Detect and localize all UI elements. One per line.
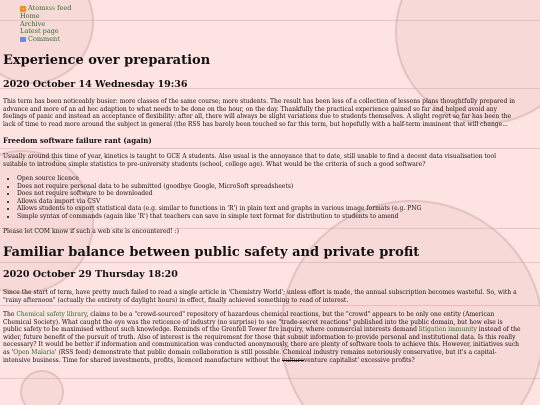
article-2-title-wrap: [3, 245, 521, 260]
article-1-para1-wrap: [3, 98, 521, 128]
article-1-para-1: This term has been noticeably busier: more classes of the same course; more students. The result has been less of a collection of lessons plans thoughtfully prepared in advance and more of an ad hoc adaption to what needs to be done on the hour, on the day. Thankfully the practical experience gained so far and helped avoid any feelings of panic and instead an acceptance of flexibility: after all, there will always be slight variations due to students themselves. A slight regret so far has been the lack of time to read more around the subject in general (the RSS has barely been touched so far this term, but hopefully with a half-term imminent that will change...: [3, 98, 516, 128]
article-1-para-2: Usually around this time of year, kinetics is taught to GCE A students. Also usual is the annoyance that to date, still unable to find a decent data visualisation tool suitable to introduce simple statistics to pre-university students (school, college age). What would be the criteria of such a good software?: [3, 153, 497, 168]
article-2-para-2: The Chemical safety library, claims to be a "crowd-sourced" repository of hazardous chemical reactions, but the "crowd" appears to be only one entity (American Chemical Society). What caught the eye was the reticence of industry (no surprise) to see "trade-secret reactions" published into the public domain, but how else is public safety to be maximised without such knowledge. Reminds of the Grenfell Tower fire inquiry, where commercial interests demand litigation immunity instead of the wider, future benefit of the pursuit of truth. Also of interest is the requirement for those that submit information to provide personal and institutional data. Is this really necessary? It would be better if information and communication was conducted anonymously, there are plenty of software tools to achieve this. However, initiatives such as 'Open Malaria' (RSS feed) demonstrate that public domain collaboration is still possible. Chemical industry remains notoriously conservative, but it's a capital-intensive business. Time for shared investments, profits, licenced manufacture without the vultureventure capitalist' excessive profits?: [3, 311, 521, 364]
article-2-date: 2020 October 29 Thursday 18:20: [3, 269, 178, 280]
criteria-list: [3, 175, 521, 221]
article-1-para2-wrap: [3, 153, 521, 168]
list-item: • Allows students to export statistical data (e.g. similar to functions in 'R') in plain text and graphs in various image formats (e.g. PNG: [17, 205, 521, 213]
feed-suffix: feed: [57, 4, 72, 12]
comment-link[interactable]: Comment: [28, 34, 60, 43]
home-link[interactable]: Home: [20, 12, 40, 21]
article-2-para-1: Since the start of term, have pretty much failed to read a single article in 'Chemistry World'; unless effort is made, the annual subscription becomes wasteful. So, with a "rainy afternoon" (actually the entirety of daylight hours) in effect, finally achieved something to read of interest.: [3, 289, 517, 304]
list-item: • Allows data import via CSV: [17, 198, 521, 206]
divider: [0, 148, 540, 149]
article-1-subheading-wrap: [3, 136, 521, 145]
article-2-para1-wrap: [3, 289, 521, 304]
struck-text: vulture: [282, 356, 304, 364]
para-text: ' (RSS feed) demonstrate that public domain collaboration is still possible. Chemical industry remains notoriously conservative, but it's a capital-intensive business. Time for shared investments, profits, licenced manufacture without the: [3, 348, 497, 364]
list-item: • Does not require personal data to be submitted (goodbye Google, MicroSoft spreadsheets): [17, 183, 521, 191]
article-1-date-wrap: [3, 79, 521, 90]
divider: [0, 378, 540, 379]
latest-page-link[interactable]: Latest page: [20, 27, 59, 36]
feed-label: Atom: [28, 4, 46, 12]
article-2-title: Familiar balance between public safety and private profit: [3, 245, 420, 260]
chemical-safety-library-link[interactable]: Chemical safety library: [16, 311, 87, 318]
article-2-para2-wrap: [3, 311, 521, 364]
decorative-circle: [20, 370, 64, 405]
divider: [0, 20, 540, 21]
feed-rss-label: RSS: [45, 7, 56, 12]
archive-link[interactable]: Archive: [20, 19, 46, 28]
list-item: • Does not require software to be downloaded: [17, 190, 521, 198]
comment-icon: [20, 37, 26, 42]
list-item: • Open source licence: [17, 175, 521, 183]
site-nav: [20, 5, 71, 43]
article-1-para3-wrap: [3, 228, 521, 236]
article-1-title: Experience over preparation: [3, 53, 211, 68]
para-text: instead of the wider, future benefit of the pursuit of truth. Also of interest is the requirement for those that submit information to provide personal and institutional data. Is this really necessary? It would be better if information and communication was conducted anonymously, there are plenty of software tools to achieve this. However, initiatives such as ': [3, 326, 521, 356]
article-1-title-wrap: [3, 53, 521, 68]
para-text: venture capitalist' excessive profits?: [303, 356, 415, 364]
open-malaria-link[interactable]: Open Malaria: [13, 348, 55, 356]
article-1-subheading: Freedom software failure rant (again): [3, 136, 152, 145]
comment-link-row[interactable]: [20, 36, 71, 43]
article-1-para-3: Please let COM know if such a web site is encountered! :): [3, 228, 179, 235]
rss-icon: ∿: [21, 6, 25, 12]
list-item: • Simple syntax of commands (again like 'R') that teachers can save in simple text format for distribution to students to amend: [17, 213, 521, 221]
article-1-list-wrap: [3, 175, 521, 221]
divider: [0, 262, 540, 263]
article-2-date-wrap: [3, 269, 521, 280]
article-1-date: 2020 October 14 Wednesday 19:36: [3, 79, 188, 90]
para-text: , claims to be a "crowd-sourced" repository of hazardous chemical reactions, but the "crowd" appears to be only one entity (American Chemical Society). What caught the eye was the reticence of industry (no surprise) to see "trade-secret reactions" published into the public domain, but how else is public safety to be maximised without such knowledge. Reminds of the Grenfell Tower fire inquiry, where commercial interests demand: [3, 311, 503, 334]
litigation-immunity-link[interactable]: litigation immunity: [418, 326, 477, 334]
divider: [0, 305, 540, 306]
